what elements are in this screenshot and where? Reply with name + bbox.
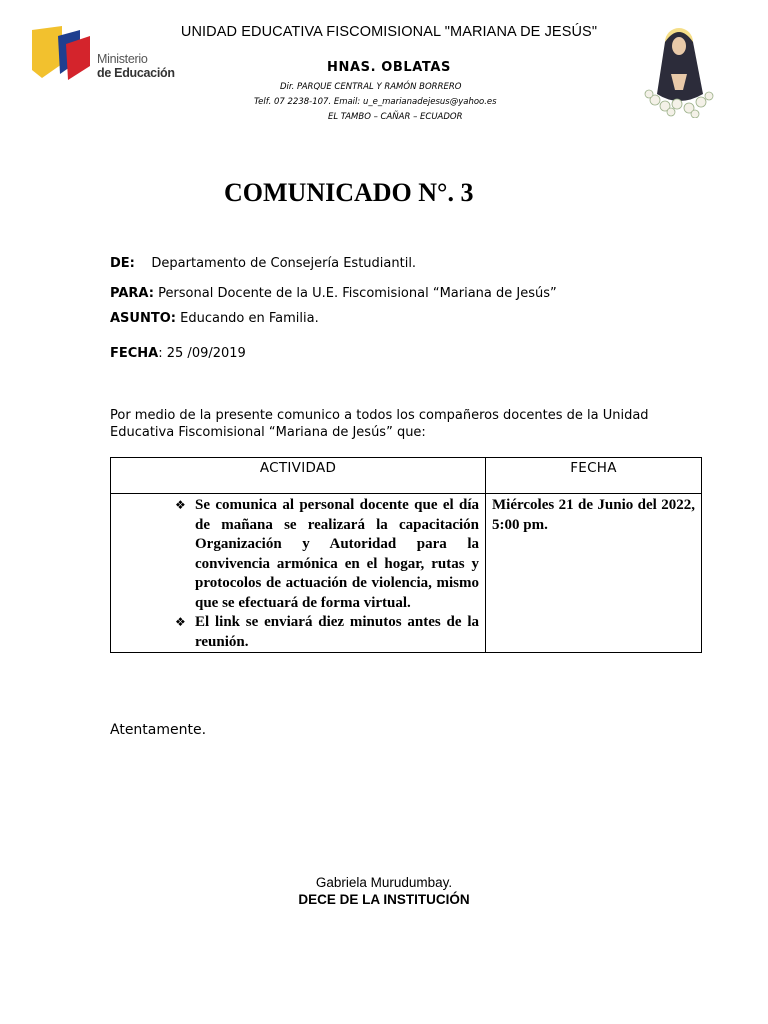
diamond-bullet-icon: ❖ — [175, 615, 186, 629]
activity-cell — [111, 494, 486, 653]
subject-field — [110, 311, 319, 326]
document-title: COMUNICADO N°. 3 — [224, 178, 474, 207]
address-line: Dir. PARQUE CENTRAL Y RAMÓN BORRERO — [280, 82, 462, 92]
activity-list — [117, 496, 479, 652]
table-header-row — [111, 458, 702, 494]
date-field — [110, 346, 246, 361]
school-name: UNIDAD EDUCATIVA FISCOMISIONAL "MARIANA DE JESÚS" — [180, 24, 598, 40]
activity-table — [110, 457, 702, 653]
closing-text: Atentamente. — [110, 722, 207, 738]
ministry-line1: Ministerio — [97, 52, 148, 66]
header-activity: ACTIVIDAD — [111, 458, 486, 494]
list-item — [175, 613, 479, 652]
list-item — [175, 496, 479, 613]
date-cell: Miércoles 21 de Junio del 2022, 5:00 pm. — [486, 494, 702, 653]
from-field — [110, 256, 416, 271]
header-date: FECHA — [486, 458, 702, 494]
virgin-image — [643, 24, 721, 118]
signer-role: DECE DE LA INSTITUCIÓN — [298, 892, 470, 907]
from-label: DE: — [110, 256, 135, 271]
intro-paragraph: Por medio de la presente comunico a todos los compañeros docentes de la Unidad Educativa Fiscomisional “Mariana de Jesús” que: — [110, 408, 649, 440]
diamond-bullet-icon: ❖ — [175, 498, 186, 512]
to-label: PARA: — [110, 286, 154, 301]
ministry-line2: de Educación — [97, 66, 175, 80]
date-label: FECHA — [110, 346, 159, 361]
order-name: HNAS. OBLATAS — [326, 60, 452, 75]
contact-line: Telf. 07 2238-107. Email: u_e_marianadejesus@yahoo.es — [254, 97, 497, 107]
to-value: Personal Docente de la U.E. Fiscomisional “Mariana de Jesús” — [158, 286, 557, 301]
from-value: Departamento de Consejería Estudiantil. — [151, 256, 417, 271]
date-value: : 25 /09/2019 — [158, 346, 246, 361]
table-row — [111, 494, 702, 653]
signer-name: Gabriela Murudumbay. — [315, 875, 453, 890]
subject-label: ASUNTO: — [110, 311, 176, 326]
to-field — [110, 286, 557, 301]
location-line: EL TAMBO – CAÑAR – ECUADOR — [328, 112, 463, 122]
activity-item-text: Se comunica al personal docente que el día de mañana se realizará la capacitación Organización y Autoridad para la convivencia armónica en el hogar, rutas y protocolos de actuación de violencia, mismo que se efectuará de forma virtual. — [195, 497, 479, 611]
subject-value: Educando en Familia. — [180, 311, 319, 326]
activity-item-text: El link se enviará diez minutos antes de la reunión. — [195, 614, 479, 650]
